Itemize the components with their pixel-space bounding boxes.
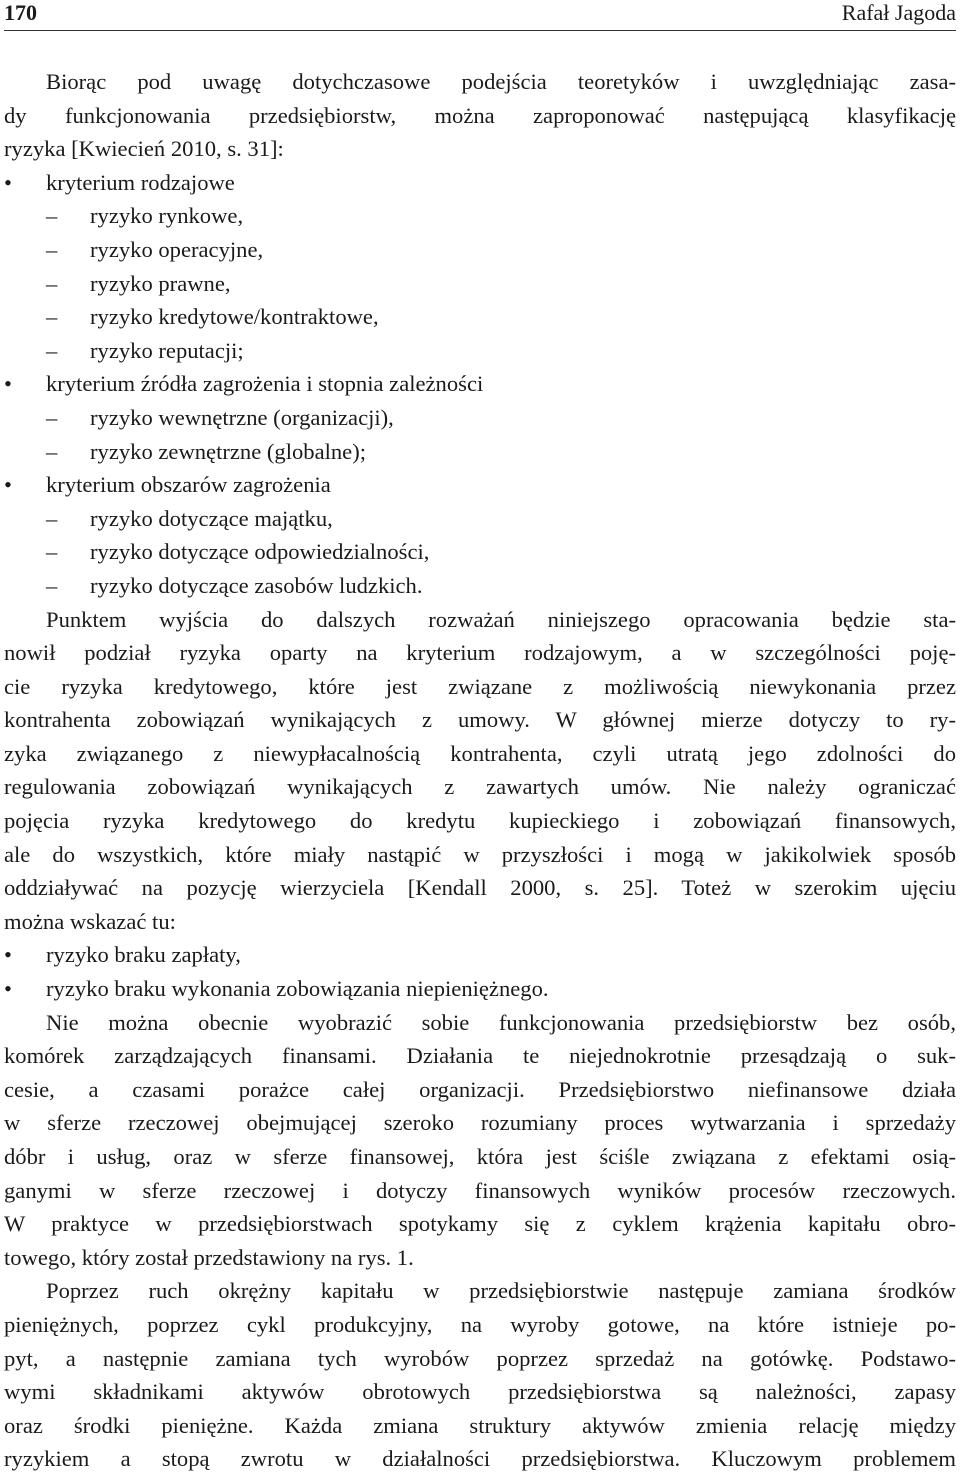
credit-risk-list <box>4 938 956 1005</box>
risk-label: ryzyko dotyczące odpowiedzialności, <box>90 539 430 565</box>
running-head-author: Rafał Jagoda <box>841 0 956 25</box>
dash-marker: – <box>46 236 58 262</box>
risk-item <box>4 267 956 301</box>
risk-item <box>4 233 956 267</box>
dash-marker: – <box>46 572 58 598</box>
text-line: dy funkcjonowania przedsiębiorstw, można zaproponować następującą klasyfikację <box>4 102 956 128</box>
criterion-item <box>4 468 956 502</box>
risk-item <box>4 502 956 536</box>
intro-paragraph <box>4 65 956 166</box>
dash-marker: – <box>46 270 58 296</box>
risk-label: ryzyko operacyjne, <box>90 236 264 262</box>
risk-item <box>4 569 956 603</box>
dash-marker: – <box>46 304 58 330</box>
credit-risk-paragraph <box>4 603 956 939</box>
text-line: Poprzez ruch okrężny kapitału w przedsiębiorstwie następuje zamiana środków <box>46 1278 956 1304</box>
list-item-label: ryzyko braku zapłaty, <box>46 942 241 968</box>
list-item <box>4 938 956 972</box>
text-line: zyka związanego z niewypłacalnością kontrahenta, czyli utratą jego zdolności do <box>4 740 956 766</box>
risk-label: ryzyko zewnętrzne (globalne); <box>90 438 367 464</box>
text-line: regulowania zobowiązań wynikających z zawartych umów. Nie należy ograniczać <box>4 774 956 800</box>
risk-label: ryzyko dotyczące majątku, <box>90 505 333 531</box>
criterion-label: kryterium obszarów zagrożenia <box>46 472 331 498</box>
text-line: Nie można obecnie wyobrazić sobie funkcjonowania przedsiębiorstw bez osób, <box>46 1009 956 1035</box>
risk-item <box>4 435 956 469</box>
dash-marker: – <box>46 505 58 531</box>
risk-item <box>4 300 956 334</box>
text-line: oddziaływać na pozycję wierzyciela [Kendall 2000, s. 25]. Toteż w szerokim ujęciu <box>4 875 956 901</box>
text-line: pieniężnych, poprzez cykl produkcyjny, na wyroby gotowe, na które istnieje po- <box>4 1311 956 1337</box>
text-line: W praktyce w przedsiębiorstwach spotykamy się z cyklem krążenia kapitału obro- <box>4 1211 956 1237</box>
text-line: towego, który został przedstawiony na rys. 1. <box>4 1244 414 1270</box>
text-line: Punktem wyjścia do dalszych rozważań niniejszego opracowania będzie sta- <box>46 606 956 632</box>
text-line: ganymi w sferze rzeczowej i dotyczy finansowych wyników procesów rzeczowych. <box>4 1177 956 1203</box>
text-line: dóbr i usług, oraz w sferze finansowej, która jest ściśle związana z efektami osią- <box>4 1144 956 1169</box>
bullet-marker: • <box>4 942 12 968</box>
risk-label: ryzyko wewnętrzne (organizacji), <box>90 404 394 430</box>
bullet-marker: • <box>4 169 12 195</box>
running-header <box>4 0 956 31</box>
risk-item <box>4 199 956 233</box>
dash-marker: – <box>46 203 58 229</box>
bullet-marker: • <box>4 371 12 397</box>
risk-label: ryzyko prawne, <box>90 270 231 296</box>
risk-item <box>4 401 956 435</box>
risk-classification-list <box>4 166 956 603</box>
list-item <box>4 972 956 1006</box>
capital-cycle-paragraph <box>4 1274 956 1476</box>
text-line: pyt, a następnie zamiana tych wyrobów poprzez sprzedaż na gotówkę. Podstawo- <box>4 1345 956 1371</box>
text-line: wymi składnikami aktywów obrotowych przedsiębiorstwa są należności, zapasy <box>4 1379 956 1405</box>
text-line: ryzykiem a stopą zwrotu w działalności przedsiębiorstwa. Kluczowym problemem <box>4 1446 956 1472</box>
text-line: Biorąc pod uwagę dotychczasowe podejścia teoretyków i uwzględniając zasa- <box>46 69 956 94</box>
text-line: można wskazać tu: <box>4 908 176 934</box>
criterion-label: kryterium źródła zagrożenia i stopnia zależności <box>46 371 484 397</box>
text-line: w sferze rzeczowej obejmującej szeroko rozumiany proces wytwarzania i sprzedaży <box>4 1110 956 1136</box>
text-line: kontrahenta zobowiązań wynikających z umowy. W głównej mierze dotyczy to ry- <box>4 707 956 733</box>
text-line: pojęcia ryzyka kredytowego do kredytu kupieckiego i zobowiązań finansowych, <box>4 808 956 834</box>
risk-label: ryzyko kredytowe/kontraktowe, <box>90 304 379 330</box>
risk-item <box>4 334 956 368</box>
finance-paragraph <box>4 1006 956 1275</box>
risk-label: ryzyko reputacji; <box>90 337 244 363</box>
text-line: ryzyka [Kwiecień 2010, s. 31]: <box>4 136 284 162</box>
dash-marker: – <box>46 539 58 565</box>
criterion-item <box>4 166 956 200</box>
page-body <box>4 65 956 1476</box>
criterion-item <box>4 367 956 401</box>
dash-marker: – <box>46 404 58 430</box>
text-line: cesie, a czasami porażce całej organizacji. Przedsiębiorstwo niefinansowe działa <box>4 1076 956 1102</box>
text-line: nowił podział ryzyka oparty na kryterium rodzajowym, a w szczególności poję- <box>4 640 956 666</box>
text-line: oraz środki pieniężne. Każda zmiana struktury aktywów zmienia relację między <box>4 1412 956 1438</box>
page-number: 170 <box>4 0 37 25</box>
text-line: komórek zarządzających finansami. Działania te niejednokrotnie przesądzają o suk- <box>4 1043 956 1069</box>
bullet-marker: • <box>4 472 12 498</box>
list-item-label: ryzyko braku wykonania zobowiązania niepieniężnego. <box>46 976 549 1002</box>
bullet-marker: • <box>4 976 12 1002</box>
dash-marker: – <box>46 337 58 363</box>
risk-label: ryzyko rynkowe, <box>90 203 244 229</box>
risk-item <box>4 535 956 569</box>
text-line: cie ryzyka kredytowego, które jest związane z możliwością niewykonania przez <box>4 673 956 699</box>
dash-marker: – <box>46 438 58 464</box>
criterion-label: kryterium rodzajowe <box>46 169 235 195</box>
risk-label: ryzyko dotyczące zasobów ludzkich. <box>90 572 423 598</box>
text-line: ale do wszystkich, które miały nastąpić w przyszłości i mogą w jakikolwiek sposób <box>4 841 956 867</box>
